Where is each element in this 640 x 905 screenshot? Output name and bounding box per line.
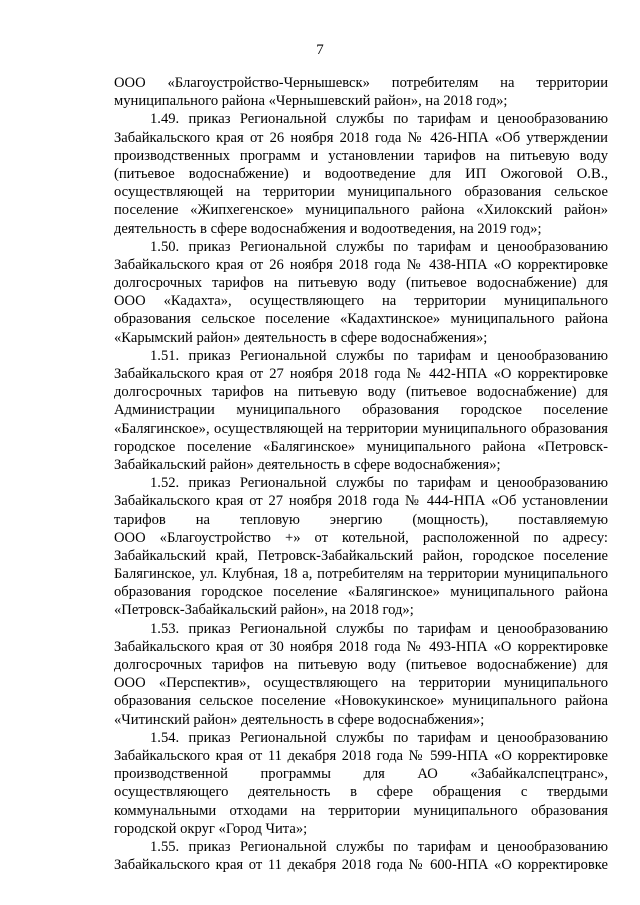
text-line: Администрации муниципального образования городское поселение: [114, 402, 608, 419]
text-line: осуществляющего деятельность в сфере обращения с твердыми: [114, 784, 608, 801]
text-line: Забайкальского края от 26 ноября 2018 года № 426-НПА «Об утверждении: [114, 129, 608, 146]
text-line: поселение «Жипхегенское» муниципального района «Хилокский район»: [114, 202, 608, 219]
text-line: «Читинский район» деятельность в сфере водоснабжения»;: [114, 711, 485, 728]
text-line: производственных программ и установлении тарифов на питьевую воду: [114, 147, 608, 164]
text-line: (питьевое водоснабжение) и водоотведение для ИП Ожоговой О.В.,: [114, 165, 608, 182]
text-line: образования городское поселение «Балягинское» муниципального района: [114, 584, 608, 601]
text-line: 1.50. приказ Региональной службы по тарифам и ценообразованию: [150, 238, 608, 255]
text-line: производственной программы для АО «Забайкалспецтранс»,: [114, 766, 608, 783]
text-line: 1.55. приказ Региональной службы по тарифам и ценообразованию: [150, 838, 608, 855]
text-line: ООО «Перспектив», осуществляющего на территории муниципального: [114, 675, 608, 692]
text-line: «Балягинское», осуществляющей на территории муниципального образования: [114, 420, 608, 437]
text-line: муниципального района «Чернышевский район», на 2018 год»;: [114, 93, 508, 110]
text-line: долгосрочных тарифов на питьевую воду (питьевое водоснабжение) для: [114, 657, 608, 673]
text-line: 1.53. приказ Региональной службы по тарифам и ценообразованию: [150, 620, 608, 637]
text-line: долгосрочных тарифов на питьевую воду (питьевое водоснабжение) для: [114, 275, 608, 292]
text-line: 1.51. приказ Региональной службы по тарифам и ценообразованию: [150, 347, 608, 364]
text-line: «Петровск-Забайкальский район», на 2018 год»;: [114, 602, 414, 619]
text-line: долгосрочных тарифов на питьевую воду (питьевое водоснабжение) для: [114, 384, 608, 401]
text-line: коммунальными отходами на территории муниципального образования: [114, 802, 608, 819]
text-line: Забайкальского края от 30 ноября 2018 года № 493-НПА «О корректировке: [114, 638, 608, 655]
text-line: Забайкальского края от 27 ноября 2018 года № 444-НПА «Об установлении: [114, 493, 608, 510]
text-line: образования сельское поселение «Кадахтинское» муниципального района: [114, 311, 608, 328]
text-line: «Карымский район» деятельность в сфере водоснабжения»;: [114, 329, 488, 346]
text-line: Забайкальский район» деятельность в сфере водоснабжения»;: [114, 456, 501, 473]
body-text: [114, 74, 608, 874]
text-line: образования сельское поселение «Новокукинское» муниципального района: [114, 693, 608, 710]
text-line: Забайкальского края от 26 ноября 2018 года № 438-НПА «О корректировке: [114, 256, 608, 273]
text-line: 1.49. приказ Региональной службы по тарифам и ценообразованию: [150, 111, 608, 128]
text-line: ООО «Благоустройство-Чернышевск» потребителям на территории: [114, 75, 608, 91]
text-line: городское поселение «Балягинское» муниципального района «Петровск-: [114, 438, 608, 455]
text-line: 1.54. приказ Региональной службы по тарифам и ценообразованию: [150, 729, 608, 746]
text-line: ООО «Благоустройство +» от котельной, расположенной по адресу:: [114, 529, 608, 546]
text-line: Забайкальского края от 11 декабря 2018 года № 600-НПА «О корректировке: [114, 857, 608, 874]
text-line: городской округ «Город Чита»;: [114, 820, 308, 837]
text-line: деятельность в сфере водоснабжения и водоотведения, на 2019 год»;: [114, 220, 542, 237]
page-number: 7: [316, 42, 324, 58]
text-line: тарифов на тепловую энергию (мощность), поставляемую: [114, 511, 608, 528]
text-line: Забайкальского края от 11 декабря 2018 года № 599-НПА «О корректировке: [114, 747, 608, 764]
text-line: 1.52. приказ Региональной службы по тарифам и ценообразованию: [150, 475, 608, 492]
text-line: Забайкальского края от 27 ноября 2018 года № 442-НПА «О корректировке: [114, 366, 608, 382]
text-line: Балягинское, ул. Клубная, 18 а, потребителям на территории муниципального: [114, 566, 608, 583]
text-line: ООО «Кадахта», осуществляющего на территории муниципального: [114, 293, 608, 310]
text-line: осуществляющей на территории муниципального образования сельское: [114, 184, 608, 201]
text-line: Забайкальский край, Петровск-Забайкальский район, городское поселение: [114, 547, 608, 564]
